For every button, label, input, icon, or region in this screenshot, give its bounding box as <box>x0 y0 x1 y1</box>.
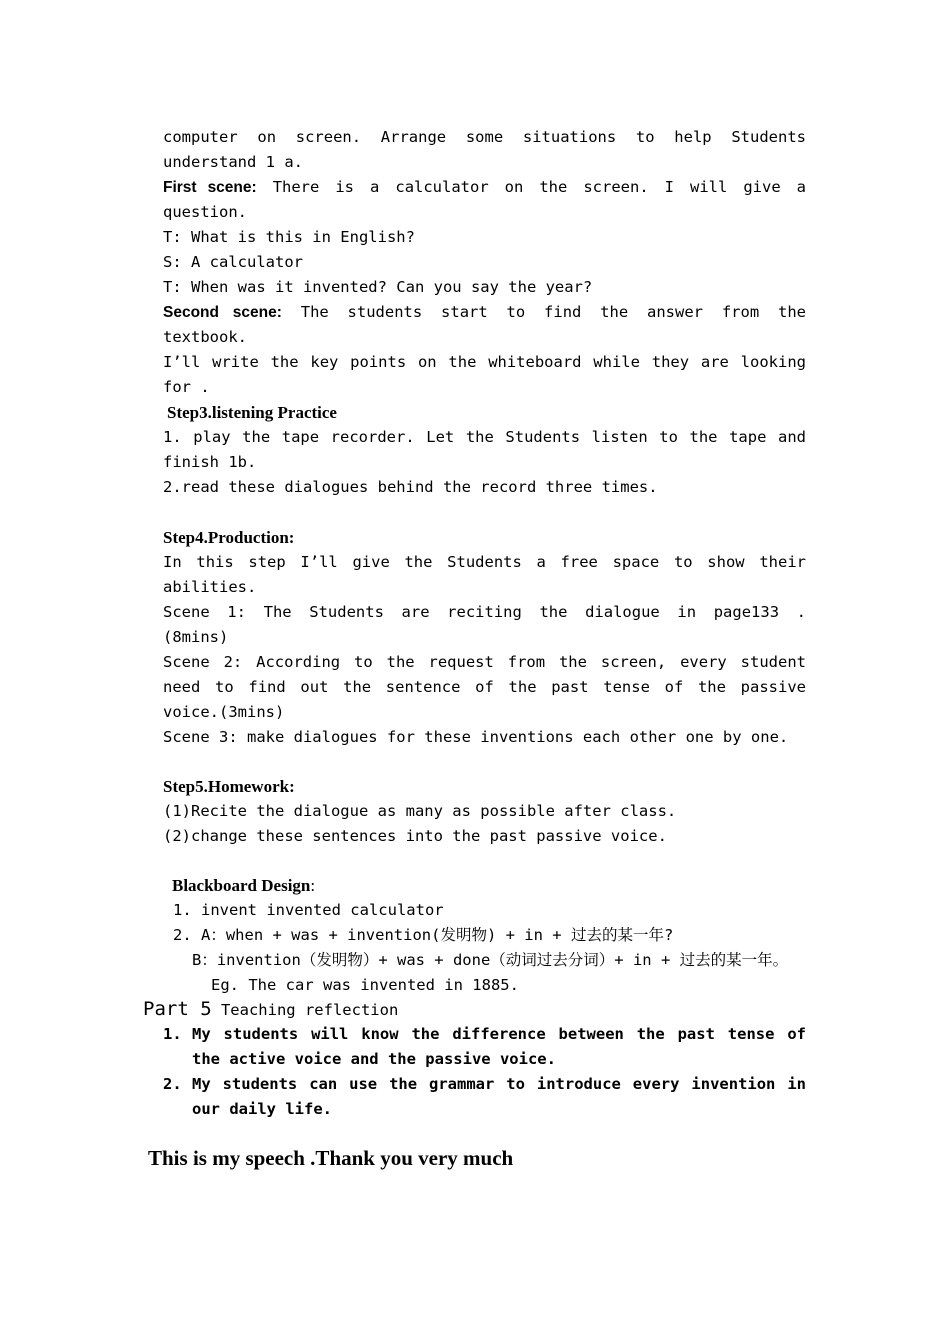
reflection-line: My students can use the grammar to introduce every invention in <box>192 1075 806 1093</box>
second-scene-text: The students start to find the answer from the <box>281 303 806 321</box>
reflection-line: our daily life. <box>192 1100 332 1118</box>
scene1-text: : The Students are reciting the dialogue in page133 . <box>236 603 806 621</box>
paragraph-line: voice.(3mins) <box>163 703 285 721</box>
blackboard-heading <box>172 873 315 898</box>
list-item: 2.read these dialogues behind the record three times. <box>163 478 658 496</box>
paragraph-line: textbook. <box>163 328 247 346</box>
scene1-label: Scene 1 <box>163 603 237 621</box>
homework-item: (2)change these sentences into the past passive voice. <box>163 827 667 845</box>
dialog-line: S: A calculator <box>163 253 303 271</box>
first-scene-line <box>163 175 806 200</box>
blackboard-line: Eg. The car was invented in 1885. <box>211 976 519 994</box>
scene2-text: : According to the request from the screen, every student <box>232 653 806 671</box>
reflection-line: the active voice and the passive voice. <box>192 1050 556 1068</box>
scene3-line <box>163 725 806 750</box>
closing-line: This is my speech .Thank you very much <box>148 1146 514 1170</box>
part5-heading <box>143 997 398 1022</box>
paragraph-line: understand 1 a. <box>163 153 303 171</box>
paragraph-line: abilities. <box>163 578 257 596</box>
blackboard-title: Blackboard Design <box>172 876 311 895</box>
part5-title: Teaching reflection <box>211 1001 399 1019</box>
paragraph-line: need to find out the sentence of the past tense of the passive <box>163 678 806 696</box>
first-scene-label: First scene: <box>163 179 257 196</box>
blackboard-line: 1. invent invented calculator <box>173 901 444 919</box>
part5-label: Part 5 <box>143 998 212 1020</box>
scene3-label: Scene 3: <box>163 728 238 746</box>
reflection-number: 2. <box>163 1075 182 1093</box>
blackboard-colon: : <box>310 876 316 895</box>
second-scene-label: Second scene: <box>163 304 282 321</box>
blackboard-line: 2. A：when + was + invention(发明物) + in + 过去的某一年? <box>173 926 674 944</box>
step3-heading: Step3.listening Practice <box>167 403 337 422</box>
step4-heading: Step4.Production: <box>163 528 295 547</box>
list-item: 1. play the tape recorder. Let the Students listen to the tape and <box>163 428 806 446</box>
paragraph-line: In this step I’ll give the Students a free space to show their <box>163 553 806 571</box>
dialog-line: T: What is this in English? <box>163 228 415 246</box>
reflection-number: 1. <box>163 1025 182 1043</box>
scene3-text: make dialogues for these inventions each other one by one. <box>237 728 789 746</box>
homework-item: (1)Recite the dialogue as many as possible after class. <box>163 802 677 820</box>
blackboard-line: B：invention（发明物）+ was + done（动词过去分词）+ in + 过去的某一年。 <box>192 951 789 969</box>
scene2-label: Scene 2 <box>163 653 233 671</box>
reflection-line: My students will know the difference between the past tense of <box>192 1025 806 1043</box>
paragraph-line: I’ll write the key points on the whiteboard while they are looking <box>163 353 806 371</box>
scene2-line <box>163 650 806 675</box>
paragraph-line: (8mins) <box>163 628 229 646</box>
list-item: finish 1b. <box>163 453 257 471</box>
paragraph-line: for . <box>163 378 210 396</box>
paragraph-line: computer on screen. Arrange some situations to help Students <box>163 128 806 146</box>
dialog-line: T: When was it invented? Can you say the year? <box>163 278 593 296</box>
first-scene-text: There is a calculator on the screen. I will give a <box>256 178 806 196</box>
second-scene-line <box>163 300 806 325</box>
scene1-line <box>163 600 806 625</box>
paragraph-line: question. <box>163 203 247 221</box>
step5-heading: Step5.Homework: <box>163 777 295 796</box>
